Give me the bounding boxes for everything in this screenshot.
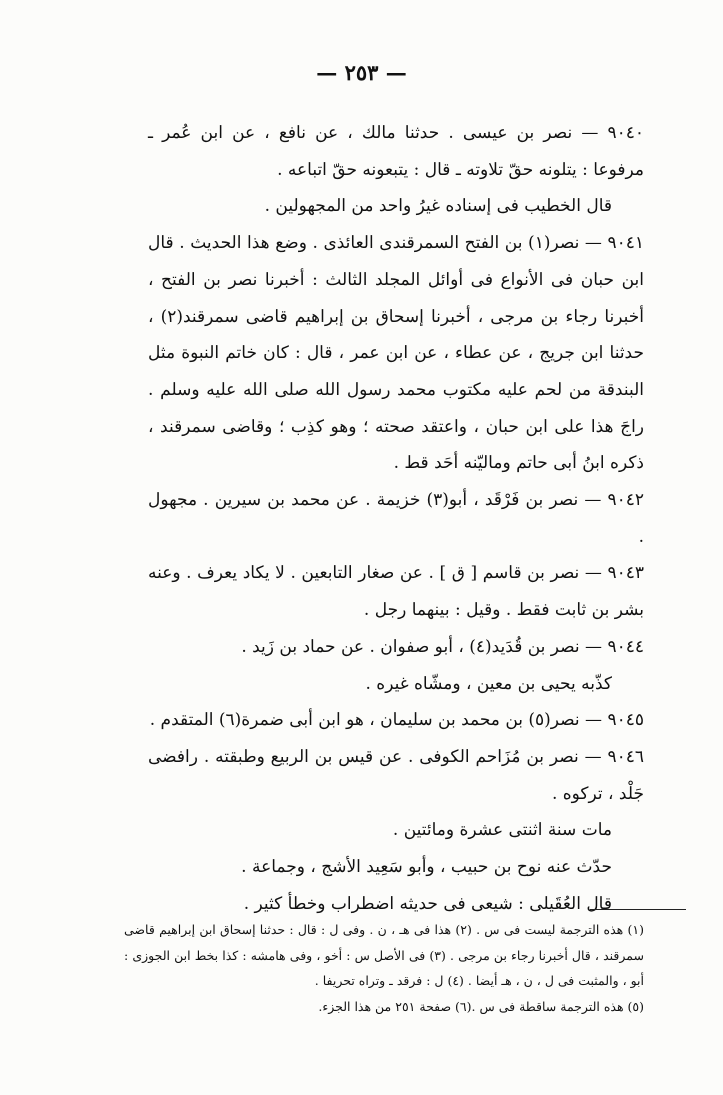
entry-9043: ٩٠٤٣ — نصر بن قاسم [ ق ] . عن صغار التابعين . لا يكاد يعرف . وعنه بشر بن ثابت فقط . وقيل : بينهما رجل . bbox=[148, 563, 644, 621]
entry-9044: ٩٠٤٤ — نصر بن قُدَيد(٤) ، أبو صفوان . عن حماد بن زَيد . bbox=[241, 636, 644, 657]
note-death: مات سنة اثنتى عشرة ومائتين . bbox=[392, 820, 612, 841]
entry-9046: ٩٠٤٦ — نصر بن مُزَاحم الكوفى . عن قيس بن الربيع وطبقته . رافضى جَلْد ، تركوه . bbox=[148, 746, 644, 804]
note-yahya: كذّبه يحيى بن معين ، ومشّاه غيره . bbox=[365, 673, 612, 694]
note-narrators: حدّث عنه نوح بن حبيب ، وأبو سَعِيد الأشج ، وجماعة . bbox=[241, 857, 612, 878]
footnote-1-4: (١) هذه الترجمة ليست فى س . (٢) هذا فى هـ ، ن . وفى ل : قال : حدثنا إسحاق ابن إبراهيم قاضى سمرقند ، قال أخبرنا رجاء بن مرجى . (٣) فى الأصل س : أخو ، وفى هامشه : كذا بخط ابن الجوزى : أبو ، والمثبت فى ل ، ن ، هـ أيضا . (٤) ل : فرقد ـ وتراه تحريفا . bbox=[124, 922, 644, 988]
entry-9045: ٩٠٤٥ — نصر(٥) بن محمد بن سليمان ، هو ابن أبى ضمرة(٦) المتقدم . bbox=[149, 710, 644, 731]
footnotes bbox=[124, 917, 644, 1019]
page-number: — ٢٥٣ — bbox=[316, 60, 407, 85]
body-text bbox=[148, 115, 644, 922]
entry-9041: ٩٠٤١ — نصر(١) بن الفتح السمرقندى العائذى . وضع هذا الحديث . قال ابن حبان فى الأنواع فى أوائل المجلد الثالث : أخبرنا نصر بن الفتح ، أخبرنا رجاء بن مرجى ، أخبرنا إسحاق بن إبراهيم قاضى سمرقند(٢) ، حدثنا ابن جريج ، عن عطاء ، عن ابن عمر ، قال : كان خاتم النبوة مثل البندقة من لحم عليه مكتوب محمد رسول الله صلى الله عليه وسلم . راجَ هذا على ابن حبان ، واعتقد صحته ؛ وهو كذِب ؛ وقاضى سمرقند ، ذكره ابنُ أبى حاتم وماليّنه أحَد قط . bbox=[148, 233, 644, 474]
footnote-divider bbox=[590, 909, 686, 910]
entry-9042: ٩٠٤٢ — نصر بن فَرْقَد ، أبو(٣) خزيمة . عن محمد بن سيرين . مجهول . bbox=[148, 490, 644, 547]
footnote-5-6: (٥) هذه الترجمة ساقطة فى س .(٦) صفحة ٢٥١ من هذا الجزء. bbox=[318, 998, 644, 1014]
entry-9040: ٩٠٤٠ — نصر بن عيسى . حدثنا مالك ، عن نافع ، عن ابن عُمر ـ مرفوعا : يتلونه حقّ تلاوته ـ قال : يتبعونه حقّ اتباعه . bbox=[148, 123, 644, 180]
note-khatib: قال الخطيب فى إسناده غيرُ واحد من المجهولين . bbox=[264, 196, 612, 217]
note-uqayli: قال العُقَيلى : شيعى فى حديثه اضطراب وخطأ كثير . bbox=[243, 893, 612, 914]
